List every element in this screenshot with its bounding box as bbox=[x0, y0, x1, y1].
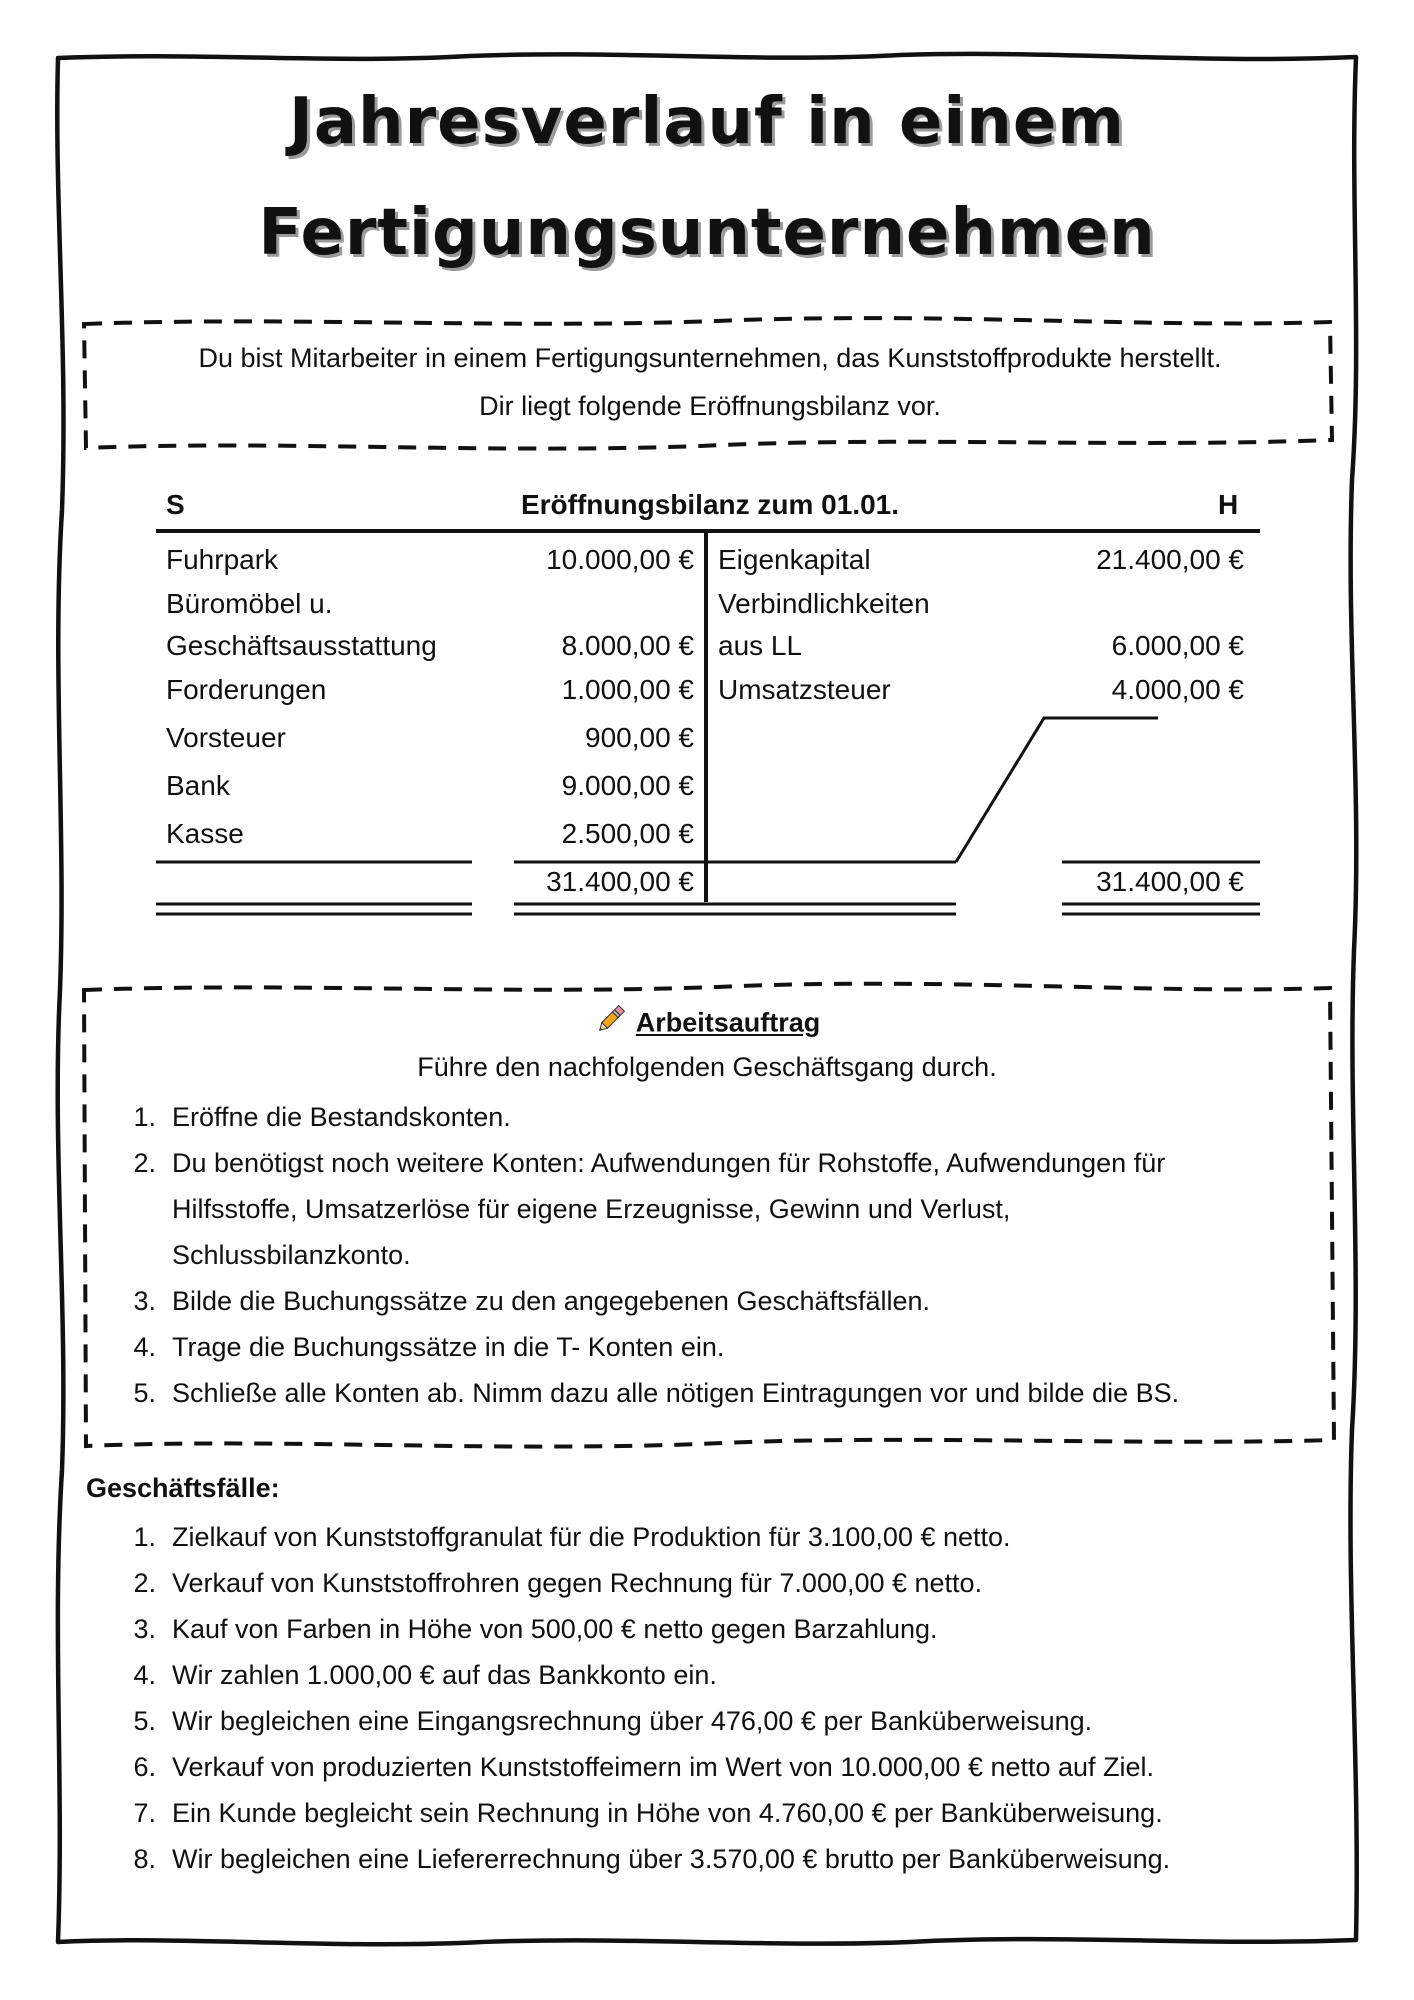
case-number: 8. bbox=[133, 1844, 156, 1874]
aktiva-value: 900,00 € bbox=[585, 722, 694, 753]
pencil-icon bbox=[594, 1002, 628, 1047]
case-number: 6. bbox=[133, 1752, 156, 1782]
intro-line-2: Dir liegt folgende Eröffnungsbilanz vor. bbox=[479, 391, 941, 421]
case-text: Kauf von Farben in Höhe von 500,00 € netto gegen Barzahlung. bbox=[172, 1614, 938, 1644]
total-left: 31.400,00 € bbox=[546, 866, 694, 897]
aktiva-value: 9.000,00 € bbox=[561, 770, 694, 801]
task-item-number: 4. bbox=[133, 1332, 156, 1362]
passiva-label: Verbindlichkeiten bbox=[718, 588, 930, 619]
total-right: 31.400,00 € bbox=[1096, 866, 1244, 897]
case-text: Wir begleichen eine Liefererrechnung über 3.570,00 € brutto per Banküberweisung. bbox=[172, 1844, 1171, 1874]
case-text: Wir begleichen eine Eingangsrechnung über 476,00 € per Banküberweisung. bbox=[172, 1706, 1093, 1736]
task-item-text: Schließe alle Konten ab. Nimm dazu alle nötigen Eintragungen vor und bilde die BS. bbox=[172, 1378, 1180, 1408]
cases-heading: Geschäftsfälle: bbox=[86, 1473, 280, 1503]
task-item-number: 3. bbox=[133, 1286, 156, 1316]
case-text: Verkauf von Kunststoffrohren gegen Rechnung für 7.000,00 € netto. bbox=[172, 1568, 983, 1598]
aktiva-label: Forderungen bbox=[166, 674, 327, 705]
aktiva-value: 2.500,00 € bbox=[561, 818, 694, 849]
aktiva-label: Fuhrpark bbox=[166, 544, 279, 575]
balance-title: Eröffnungsbilanz zum 01.01. bbox=[520, 489, 900, 520]
case-text: Ein Kunde begleicht sein Rechnung in Höhe von 4.760,00 € per Banküberweisung. bbox=[172, 1798, 1163, 1828]
passiva-value: 6.000,00 € bbox=[1111, 630, 1244, 661]
case-number: 3. bbox=[133, 1614, 156, 1644]
aktiva-label: Büromöbel u. bbox=[166, 588, 333, 619]
case-text: Wir zahlen 1.000,00 € auf das Bankkonto ein. bbox=[172, 1660, 717, 1690]
case-number: 5. bbox=[133, 1706, 156, 1736]
task-item-text-cont: Hilfsstoffe, Umsatzerlöse für eigene Erzeugnisse, Gewinn und Verlust, bbox=[172, 1194, 1011, 1224]
task-item-text: Bilde die Buchungssätze zu den angegebenen Geschäftsfällen. bbox=[172, 1286, 931, 1316]
task-item-text-cont: Schlussbilanzkonto. bbox=[172, 1240, 411, 1270]
aktiva-label: Bank bbox=[166, 770, 230, 801]
task-heading-text: Arbeitsauftrag bbox=[635, 1007, 821, 1038]
page-title-line-1: Jahresverlauf in einem bbox=[289, 85, 1125, 159]
aktiva-value: 1.000,00 € bbox=[561, 674, 694, 705]
case-number: 1. bbox=[133, 1522, 156, 1552]
intro-text bbox=[95, 334, 1325, 430]
task-heading bbox=[0, 1002, 1414, 1047]
passiva-value: 21.400,00 € bbox=[1096, 544, 1244, 575]
balance-side-soll: S bbox=[166, 489, 185, 520]
task-item-text: Du benötigst noch weitere Konten: Aufwendungen für Rohstoffe, Aufwendungen für bbox=[172, 1148, 1166, 1178]
task-item-text: Trage die Buchungssätze in die T- Konten ein. bbox=[172, 1332, 725, 1362]
task-item-number: 2. bbox=[133, 1148, 156, 1178]
aktiva-value: 8.000,00 € bbox=[561, 630, 694, 661]
case-number: 2. bbox=[133, 1568, 156, 1598]
intro-line-1: Du bist Mitarbeiter in einem Fertigungsunternehmen, das Kunststoffprodukte herstellt. bbox=[198, 343, 1222, 373]
case-text: Zielkauf von Kunststoffgranulat für die Produktion für 3.100,00 € netto. bbox=[172, 1522, 1011, 1552]
passiva-label: Umsatzsteuer bbox=[718, 674, 891, 705]
task-item-number: 5. bbox=[133, 1378, 156, 1408]
case-number: 4. bbox=[133, 1660, 156, 1690]
task-subheading: Führe den nachfolgenden Geschäftsgang durch. bbox=[417, 1052, 997, 1082]
aktiva-label: Kasse bbox=[166, 818, 244, 849]
aktiva-value: 10.000,00 € bbox=[546, 544, 694, 575]
aktiva-label: Vorsteuer bbox=[166, 722, 286, 753]
aktiva-label-cont: Geschäftsausstattung bbox=[166, 630, 437, 661]
passiva-label: Eigenkapital bbox=[718, 544, 871, 575]
task-item-number: 1. bbox=[133, 1102, 156, 1132]
case-text: Verkauf von produzierten Kunststoffeimern im Wert von 10.000,00 € netto auf Ziel. bbox=[172, 1752, 1155, 1782]
page-title-line-2: Fertigungsunternehmen bbox=[258, 196, 1156, 270]
passiva-label-cont: aus LL bbox=[718, 630, 803, 661]
balance-side-haben: H bbox=[1218, 489, 1239, 520]
passiva-value: 4.000,00 € bbox=[1111, 674, 1244, 705]
task-item-text: Eröffne die Bestandskonten. bbox=[172, 1102, 511, 1132]
case-number: 7. bbox=[133, 1798, 156, 1828]
